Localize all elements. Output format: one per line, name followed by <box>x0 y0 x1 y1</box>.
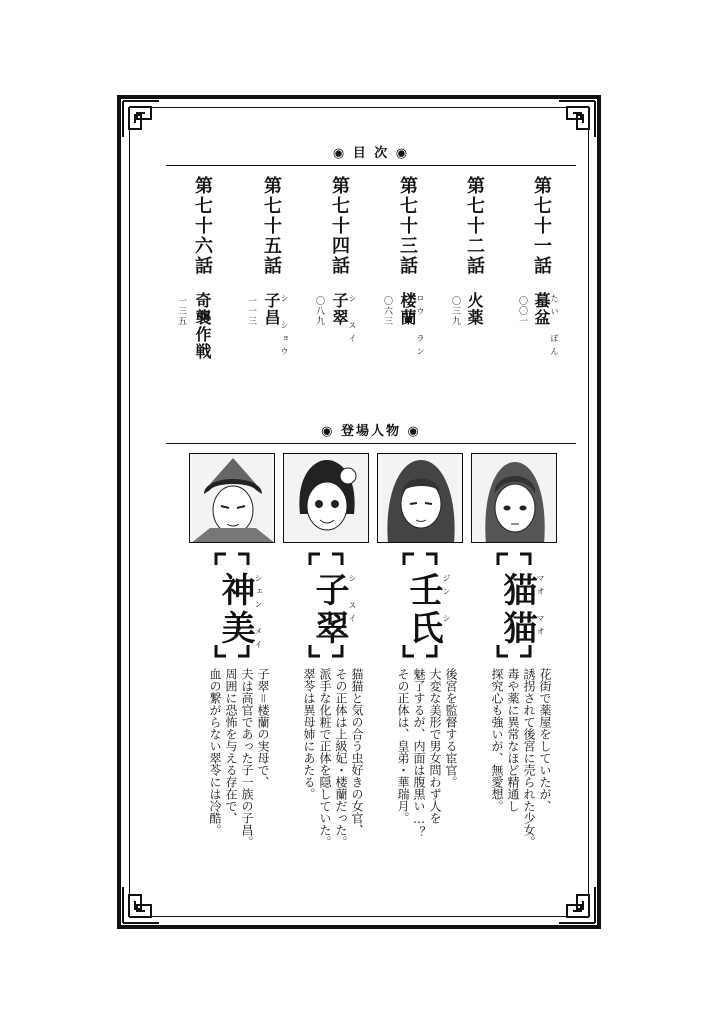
portrait-maomao <box>471 453 557 543</box>
character-name-shisui: 子翠 <box>309 572 349 648</box>
chapter-page-number: 一一三 <box>246 296 256 326</box>
chapter-subtitle-ruby: シ スイ <box>348 294 357 347</box>
fret-corner-ornament-top-right <box>557 99 597 139</box>
chapter-page-number: 〇〇一 <box>517 296 527 326</box>
chapter-subtitle: 火薬 <box>465 292 484 326</box>
chapter-title[interactable]: 第七十三話 <box>397 176 418 276</box>
chapter-page-number: 〇三九 <box>450 296 460 326</box>
characters-header-text: ◉ 登場人物 ◉ <box>321 424 421 439</box>
character-description-line: その正体は、皇弟・華瑞月。 <box>396 668 410 824</box>
name-bracket-top <box>496 552 532 566</box>
name-bracket-top <box>402 552 438 566</box>
chapter-subtitle: 子翠 <box>330 292 349 326</box>
name-bracket-top <box>214 552 250 566</box>
portrait-jinshi <box>377 453 463 543</box>
chapter-title[interactable]: 第七十六話 <box>192 176 213 276</box>
chapter-page-number: 〇六三 <box>382 296 392 326</box>
name-bracket-bottom <box>308 644 344 658</box>
character-name-ruby: シ スイ <box>348 574 357 627</box>
character-description-line: 周囲に恐怖を与える存在で、 <box>224 668 238 824</box>
character-description-line: その正体は上級妃・楼蘭だった。 <box>334 668 348 848</box>
name-bracket-top <box>308 552 344 566</box>
chapter-title[interactable]: 第七十二話 <box>464 176 485 276</box>
portrait-shisui <box>283 453 369 543</box>
fret-corner-ornament-bottom-right <box>557 885 597 925</box>
character-description-line: 誘拐されて後宮に売られた少女。 <box>522 668 536 848</box>
portrait-shenmei <box>189 453 275 543</box>
character-description-line: 子翠＝楼蘭の実母で、 <box>256 668 270 788</box>
chapter-title[interactable]: 第七十一話 <box>531 176 552 276</box>
name-bracket-bottom <box>496 644 532 658</box>
toc-header-rule <box>166 165 576 166</box>
chapter-title[interactable]: 第七十五話 <box>261 176 282 276</box>
character-description-line: 魅了するが、内面は腹黒い…？ <box>412 668 426 838</box>
chapter-page-number: 一三五 <box>176 296 186 326</box>
character-name-ruby: ジン シ <box>442 574 451 627</box>
character-name-shenmei: 神美 <box>215 572 255 648</box>
character-description-line: 大変な美形で男女問わず人を <box>428 668 442 824</box>
character-description-line: 毒や薬に異常なほど精通し <box>506 668 520 812</box>
character-name-maomao: 猫猫 <box>497 572 537 648</box>
character-description-line: 翠苓は異母姉にあたる。 <box>302 668 316 800</box>
character-description-line: 猫猫と気の合う虫好きの女官、 <box>350 668 364 836</box>
chapter-subtitle-ruby: たい ぼん <box>550 294 559 360</box>
characters-header-rule <box>166 443 576 444</box>
toc-header <box>166 142 576 166</box>
chapter-subtitle: 奇襲作戦 <box>193 292 212 360</box>
chapter-subtitle: 蟇盆 <box>532 292 551 326</box>
chapter-subtitle: 子昌 <box>262 292 281 326</box>
character-description-line: 派手な化粧で正体を隠していた。 <box>318 668 332 848</box>
character-description-line: 花街で薬屋をしていたが、 <box>538 668 552 812</box>
character-description-line: 夫は高官であった子一族の子昌。 <box>240 668 254 848</box>
character-name-jinshi: 壬氏 <box>403 572 443 648</box>
name-bracket-bottom <box>402 644 438 658</box>
characters-header <box>166 420 576 444</box>
chapter-subtitle: 楼蘭 <box>398 292 417 326</box>
fret-corner-ornament-top-left <box>121 99 161 139</box>
character-description-line: 後宮を監督する宦官。 <box>444 668 458 788</box>
character-description-line: 探究心も強いが、無愛想。 <box>490 668 504 812</box>
toc-header-text: ◉ 目 次 ◉ <box>332 146 410 161</box>
name-bracket-bottom <box>214 644 250 658</box>
character-name-ruby: マオ マオ <box>536 574 545 640</box>
chapter-title[interactable]: 第七十四話 <box>329 176 350 276</box>
fret-corner-ornament-bottom-left <box>121 885 161 925</box>
character-name-ruby: シェン メイ <box>254 574 263 653</box>
chapter-subtitle-ruby: ロウ ラン <box>416 294 425 360</box>
chapter-subtitle-ruby: シ ショウ <box>280 294 289 360</box>
character-description-line: 血の繋がらない翠苓には冷酷。 <box>208 668 222 836</box>
chapter-page-number: 〇八九 <box>314 296 324 326</box>
